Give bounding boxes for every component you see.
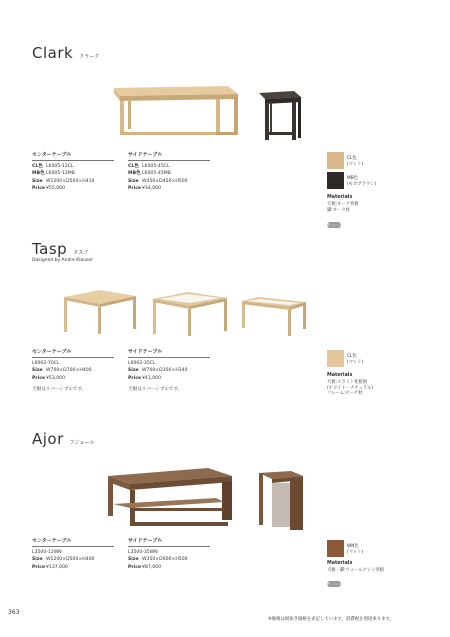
tasp-side-note: 天板はリバーシブルです。 [128,386,183,392]
clark-swatch-mb [327,172,344,189]
clark-swatch-mb-label: MB色 (モカブラウン) [347,176,377,187]
tasp-center-note: 天板はリバーシブルです。 [32,386,87,392]
page-number: 363 [8,609,20,616]
tasp-materials-title: Materials [327,373,353,378]
ajor-title: Ajor [32,430,64,448]
clark-materials: 天板:オーク突板 脚:オーク材 [327,202,359,213]
clark-swatch-cl [327,152,344,169]
tasp-swatch-cl [327,350,344,367]
spec-row: Price¥55,000 [32,185,65,191]
spec-row: Size W1200×D500×H410 [32,178,95,184]
spec-row: Price¥34,000 [128,185,161,191]
clark-center-spec [32,152,114,192]
ajor-center-table-image [104,466,236,530]
ajor-series-title [32,430,94,448]
clark-center-table-image [108,84,240,140]
tasp-center-spec [32,349,114,393]
tasp-materials: 天板:メラミン化粧板 (ホワイト・ナチュラル) フレーム:ビーチ材 [327,380,373,397]
spec-row: Price¥41,000 [128,375,161,381]
spec-row: Size W350×D600×H500 [128,557,188,563]
spec-row: L9002-70CL [32,361,60,367]
ajor-center-heading: センターテーブル [32,538,114,547]
ajor-swatch-wn [327,540,344,557]
ajor-materials-title: Materials [327,561,353,566]
tasp-designer: Designed by Andre Klauser [32,258,94,263]
clark-kana: クラーク [79,54,100,60]
ajor-swatch-wn-label: WN色 (マット) [347,544,364,555]
spec-row: L3500-12WN [32,550,62,556]
ajor-center-spec [32,538,114,571]
clark-side-table-image [256,88,304,142]
spec-row: MB色L6005-12MB [32,171,75,177]
tasp-side-table-image [240,295,308,339]
price-tax-note: ※価格は税抜き価格を表記しています。消費税を別途承ります。 [268,617,394,622]
tasp-center-table-image [60,288,140,336]
spec-row: Size W450×D450×H500 [128,178,188,184]
ajor-kana: アジョール [69,440,95,446]
ajor-finish-panel [327,540,407,596]
spec-row: Price¥137,000 [32,564,68,570]
clark-side-heading: サイドテーブル [128,152,210,161]
clark-swatch-cl-label: CL色 (マット) [347,156,364,167]
spec-row: CL色 L6005-12CL [32,164,74,170]
tasp-series-title [32,240,88,258]
ajor-side-heading: サイドテーブル [128,538,210,547]
spec-row: Price¥87,000 [128,564,161,570]
ajor-f4star-badge: F☆☆☆☆ [327,582,341,586]
clark-side-spec [128,152,210,192]
tasp-center-heading: センターテーブル [32,349,114,358]
tasp-white-table-image [150,290,230,338]
spec-row: MB色L6005-45MB [128,171,171,177]
tasp-side-spec [128,349,210,393]
ajor-side-table-image [256,470,306,532]
tasp-finish-panel [327,350,407,406]
clark-series-title [32,44,99,62]
clark-f4star-badge: F☆☆☆☆ [327,223,341,227]
tasp-kana: タスプ [73,250,89,256]
clark-center-heading: センターテーブル [32,152,114,161]
clark-title: Clark [32,44,74,62]
spec-row: Size W700×D350×H340 [128,368,188,374]
spec-row: CL色 L6005-45CL [128,164,170,170]
spec-row: L9002-35CL [128,361,156,367]
spec-row: Size W700×D700×H400 [32,368,92,374]
clark-finish-panel [327,152,407,232]
tasp-side-heading: サイドテーブル [128,349,210,358]
spec-row: Price¥53,000 [32,375,65,381]
spec-row: L3500-35WN [128,550,158,556]
spec-row: Size W1200×D500×H400 [32,557,95,563]
tasp-title: Tasp [32,240,68,258]
ajor-side-spec [128,538,210,571]
clark-materials-title: Materials [327,195,353,200]
tasp-swatch-cl-label: CL色 (マット) [347,354,364,365]
ajor-materials: 天板・脚:ウォールナット突板 [327,568,384,573]
